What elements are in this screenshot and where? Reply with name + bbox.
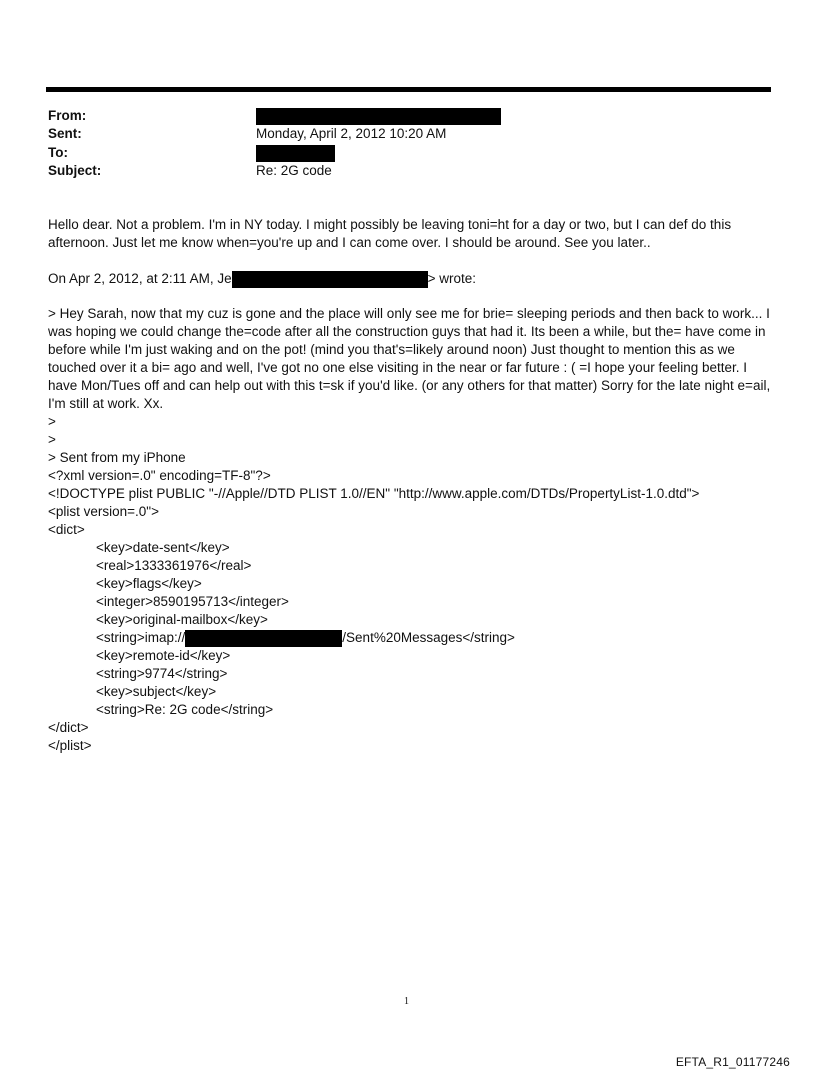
plist-value-mailbox <box>96 629 515 647</box>
mailbox-suffix: /Sent%20Messages</string> <box>342 630 515 645</box>
header-rule <box>46 87 771 92</box>
from-label: From: <box>48 108 87 123</box>
sent-from-line: > Sent from my iPhone <box>48 450 186 465</box>
from-value <box>256 107 501 125</box>
redaction-box <box>256 145 335 162</box>
plist-value-subject: <string>Re: 2G code</string> <box>96 702 274 717</box>
plist-open: <plist version=.0"> <box>48 504 159 519</box>
subject-label: Subject: <box>48 163 102 178</box>
subject-value: Re: 2G code <box>256 163 332 178</box>
plist-value-remote-id: <string>9774</string> <box>96 666 228 681</box>
quote-intro-prefix: On Apr 2, 2012, at 2:11 AM, Je <box>48 271 232 286</box>
page-number: 1 <box>404 996 409 1007</box>
document-id: EFTA_R1_01177246 <box>675 1055 790 1069</box>
quote-intro <box>48 270 476 288</box>
quote-marker: > <box>48 432 56 447</box>
mailbox-prefix: <string>imap:// <box>96 630 186 645</box>
quote-marker: > <box>48 414 56 429</box>
plist-close: </plist> <box>48 738 92 753</box>
plist-value-real: <real>1333361976</real> <box>96 558 252 573</box>
dict-close: </dict> <box>48 720 89 735</box>
to-label: To: <box>48 145 68 160</box>
plist-key-flags: <key>flags</key> <box>96 576 202 591</box>
quoted-paragraph: > Hey Sarah, now that my cuz is gone and the place will only see me for brie= sleeping periods and then back to work... I was hoping we could change the=code after all the construction guys that had it. Its been a while, but the= have come in before while I'm just waking and on the pot! (mind you that's=likely around noon) Just thought to mention this as we touched over it a bi= ago and well, I've got no one else visiting in the near or far future : ( =I hope your feeling better. I have Mon/Tues off and can help out with this t=sk if you'd like. (or any others for that matter) Sorry for the late night e=ail, I'm still at work. Xx. <box>48 306 771 411</box>
redaction-box <box>232 271 428 288</box>
to-value <box>256 144 335 162</box>
plist-key-date-sent: <key>date-sent</key> <box>96 540 230 555</box>
quote-intro-suffix: > wrote: <box>427 271 477 286</box>
redaction-box <box>185 630 342 647</box>
plist-key-remote-id: <key>remote-id</key> <box>96 648 231 663</box>
plist-value-integer: <integer>8590195713</integer> <box>96 594 289 609</box>
reply-paragraph: Hello dear. Not a problem. I'm in NY today. I might possibly be leaving toni=ht for a day or two, but I can def do this afternoon. Just let me know when=you're up and I can come over. I should be around. See you later.. <box>48 217 732 250</box>
plist-xml-decl: <?xml version=.0" encoding=TF-8"?> <box>48 468 271 483</box>
redaction-box <box>256 108 501 125</box>
plist-key-subject: <key>subject</key> <box>96 684 217 699</box>
dict-open: <dict> <box>48 522 85 537</box>
sent-value: Monday, April 2, 2012 10:20 AM <box>256 126 447 141</box>
plist-key-mailbox: <key>original-mailbox</key> <box>96 612 268 627</box>
plist-doctype: <!DOCTYPE plist PUBLIC "-//Apple//DTD PLIST 1.0//EN" "http://www.apple.com/DTDs/PropertyList-1.0.dtd"> <box>48 486 700 501</box>
sent-label: Sent: <box>48 126 82 141</box>
